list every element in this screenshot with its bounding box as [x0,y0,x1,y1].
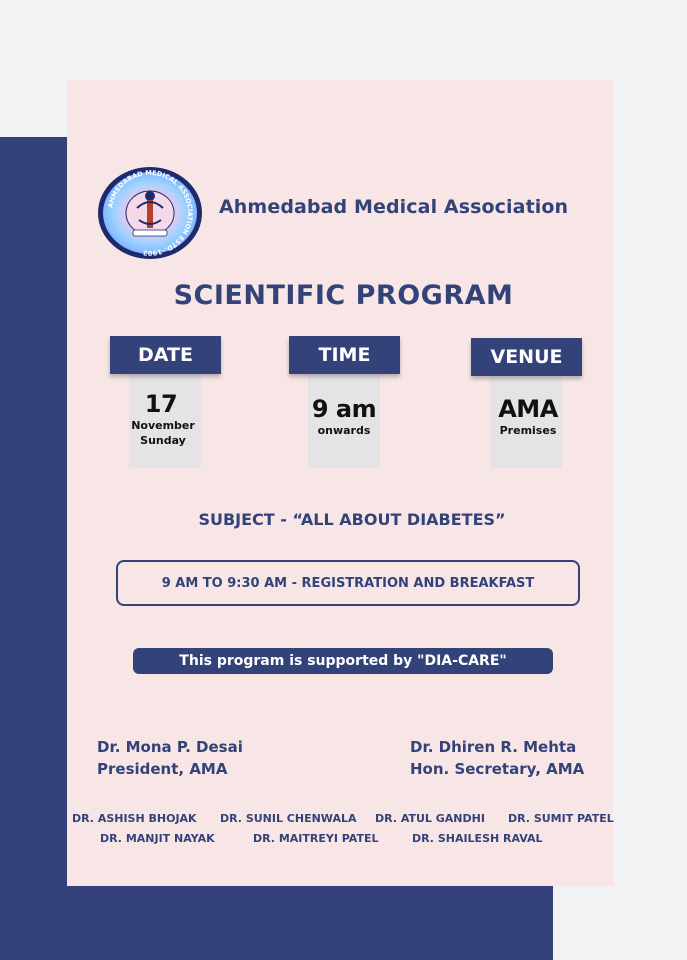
member-name: DR. ATUL GANDHI [375,812,485,825]
signatory-role: President, AMA [97,760,228,778]
member-name: DR. ASHISH BHOJAK [72,812,197,825]
venue-column [471,336,621,476]
support-banner: This program is supported by "DIA-CARE" [133,648,553,674]
date-heading: DATE [110,336,221,374]
signatory-president [97,736,243,780]
venue-value: AMA [498,395,558,423]
member-name: DR. SUMIT PATEL [508,812,614,825]
member-name: DR. SHAILESH RAVAL [412,832,543,845]
date-weekday: Sunday [140,434,186,447]
organization-name: Ahmedabad Medical Association [219,196,569,218]
member-name: DR. SUNIL CHENWALA [220,812,357,825]
venue-heading: VENUE [471,338,582,376]
schedule-box [116,560,580,606]
member-name: DR. MANJIT NAYAK [100,832,215,845]
subject-heading: SUBJECT - “ALL ABOUT DIABETES” [198,510,506,529]
signatory-name: Dr. Dhiren R. Mehta [410,738,577,756]
time-value: 9 am [311,395,377,423]
signatory-name: Dr. Mona P. Desai [97,738,243,756]
ama-logo [97,166,203,260]
signatory-role: Hon. Secretary, AMA [410,760,585,778]
time-column [289,336,439,476]
schedule-text: 9 AM TO 9:30 AM - REGISTRATION AND BREAKFAST [161,576,535,591]
date-month: November [131,419,195,432]
time-note: onwards [317,424,371,437]
svg-text:AHMEDABAD MEDICAL ASSOCIATION: AHMEDABAD MEDICAL ASSOCIATION ESTD.-1902 [106,168,195,258]
time-heading: TIME [289,336,400,374]
program-title: SCIENTIFIC PROGRAM [173,280,514,311]
date-column [110,336,260,476]
date-day: 17 [144,390,178,418]
member-name: DR. MAITREYI PATEL [253,832,379,845]
venue-note: Premises [499,424,557,437]
signatory-secretary [410,736,584,780]
